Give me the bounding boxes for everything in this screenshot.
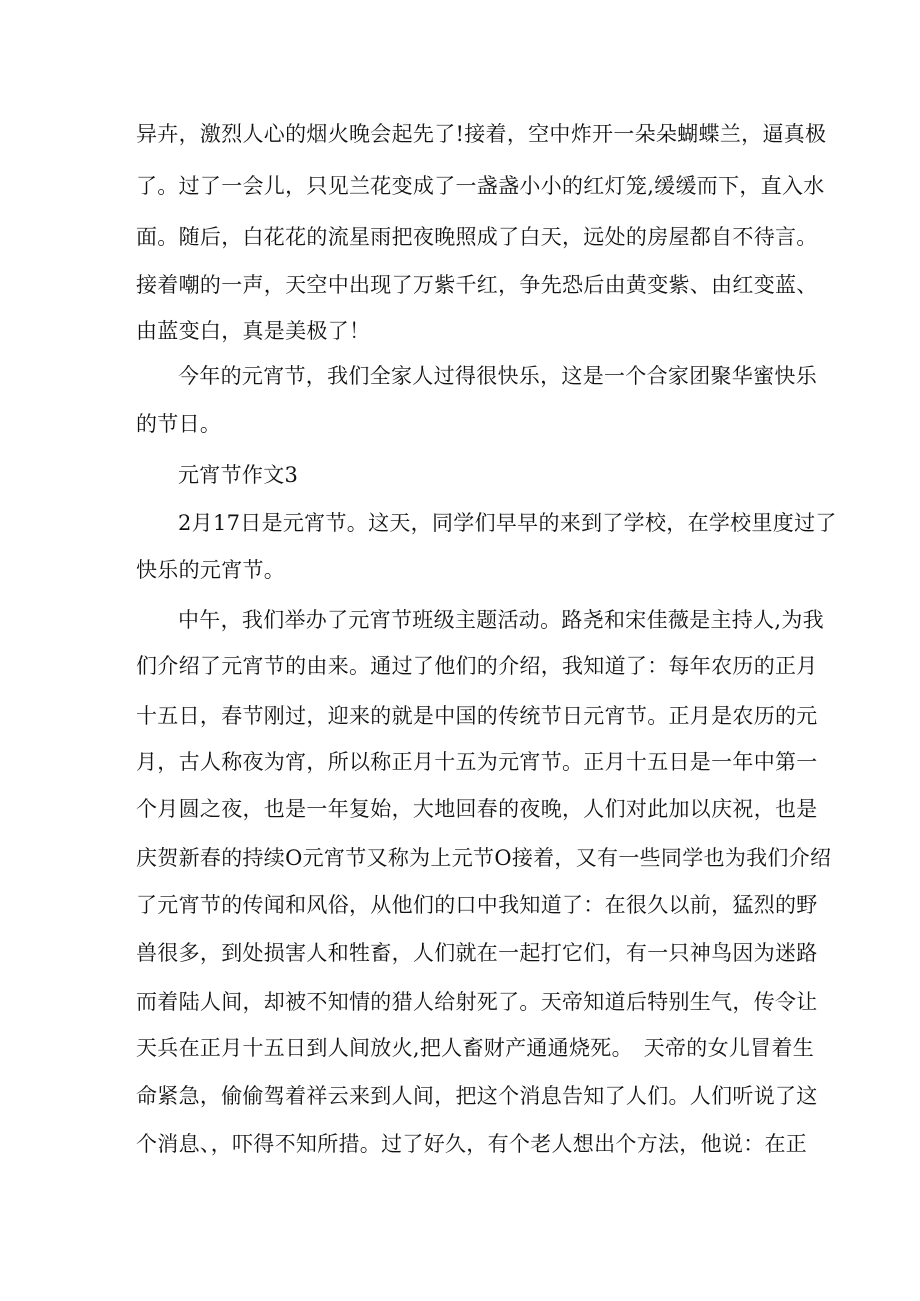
text-line: 由蓝变白，真是美极了！ xyxy=(136,319,371,343)
text-line: 接着嘲的一声，天空中出现了万紫千红，争先恐后由黄变紫、由红变蓝、 xyxy=(136,273,818,297)
text-line: 们介绍了元宵节的由来。通过了他们的介绍，我知道了：每年农历的正月 xyxy=(136,654,818,678)
paragraph-first-line: 今年的元宵节，我们全家人过得很快乐，这是一个合家团聚华蜜快乐 xyxy=(178,364,817,388)
text-line: 面。随后，白花花的流星雨把夜晚照成了白天，远处的房屋都自不待言。 xyxy=(136,225,818,249)
text-line: 个消息、，吓得不知所措。过了好久，有个老人想出个方法，他说：在正 xyxy=(136,1132,808,1156)
text-line: 了元宵节的传闻和风俗，从他们的口中我知道了：在很久以前，猛烈的野 xyxy=(136,893,818,917)
text-line: 天兵在正月十五日到人间放火,把人畜财产通通烧死。 天帝的女儿冒着生 xyxy=(136,1036,815,1060)
text-line: 命紧急，偷偷驾着祥云来到人间，把这个消息告知了人们。人们听说了这 xyxy=(136,1084,818,1108)
text-line: 庆贺新春的持续O元宵节又称为上元节O接着，又有一些同学也为我们介绍 xyxy=(136,846,832,870)
text-line: 异卉，激烈人心的烟火晚会起先了!接着，空中炸开一朵朵蝴蝶兰，逼真极 xyxy=(136,122,827,146)
text-line: 兽很多，到处损害人和牲畜，人们就在一起打它们，有一只神鸟因为迷路 xyxy=(136,941,818,965)
text-line: 的节日。 xyxy=(136,412,222,436)
section-heading: 元宵节作文3 xyxy=(178,463,299,487)
text-line: 而着陆人间，却被不知情的猎人给射死了。天帝知道后特别生气，传令让 xyxy=(136,990,818,1014)
text-line: 十五日，春节刚过，迎来的就是中国的传统节日元宵节。正月是农历的元 xyxy=(136,704,818,728)
text-line: 个月圆之夜，也是一年复始，大地回春的夜晚，人们对此加以庆祝，也是 xyxy=(136,797,818,821)
text-line: 了。过了一会儿，只见兰花变成了一盏盏小小的红灯笼,缓缓而下，直入水 xyxy=(136,174,825,198)
paragraph-first-line: 中午，我们举办了元宵节班级主题活动。路尧和宋佳薇是主持人,为我 xyxy=(178,608,824,632)
paragraph-first-line: 2月17日是元宵节。这天，同学们早早的来到了学校，在学校里度过了 xyxy=(178,511,837,535)
text-line: 月，古人称夜为宵，所以称正月十五为元宵节。正月十五日是一年中第一 xyxy=(136,750,818,774)
text-line: 快乐的元宵节。 xyxy=(136,558,286,582)
